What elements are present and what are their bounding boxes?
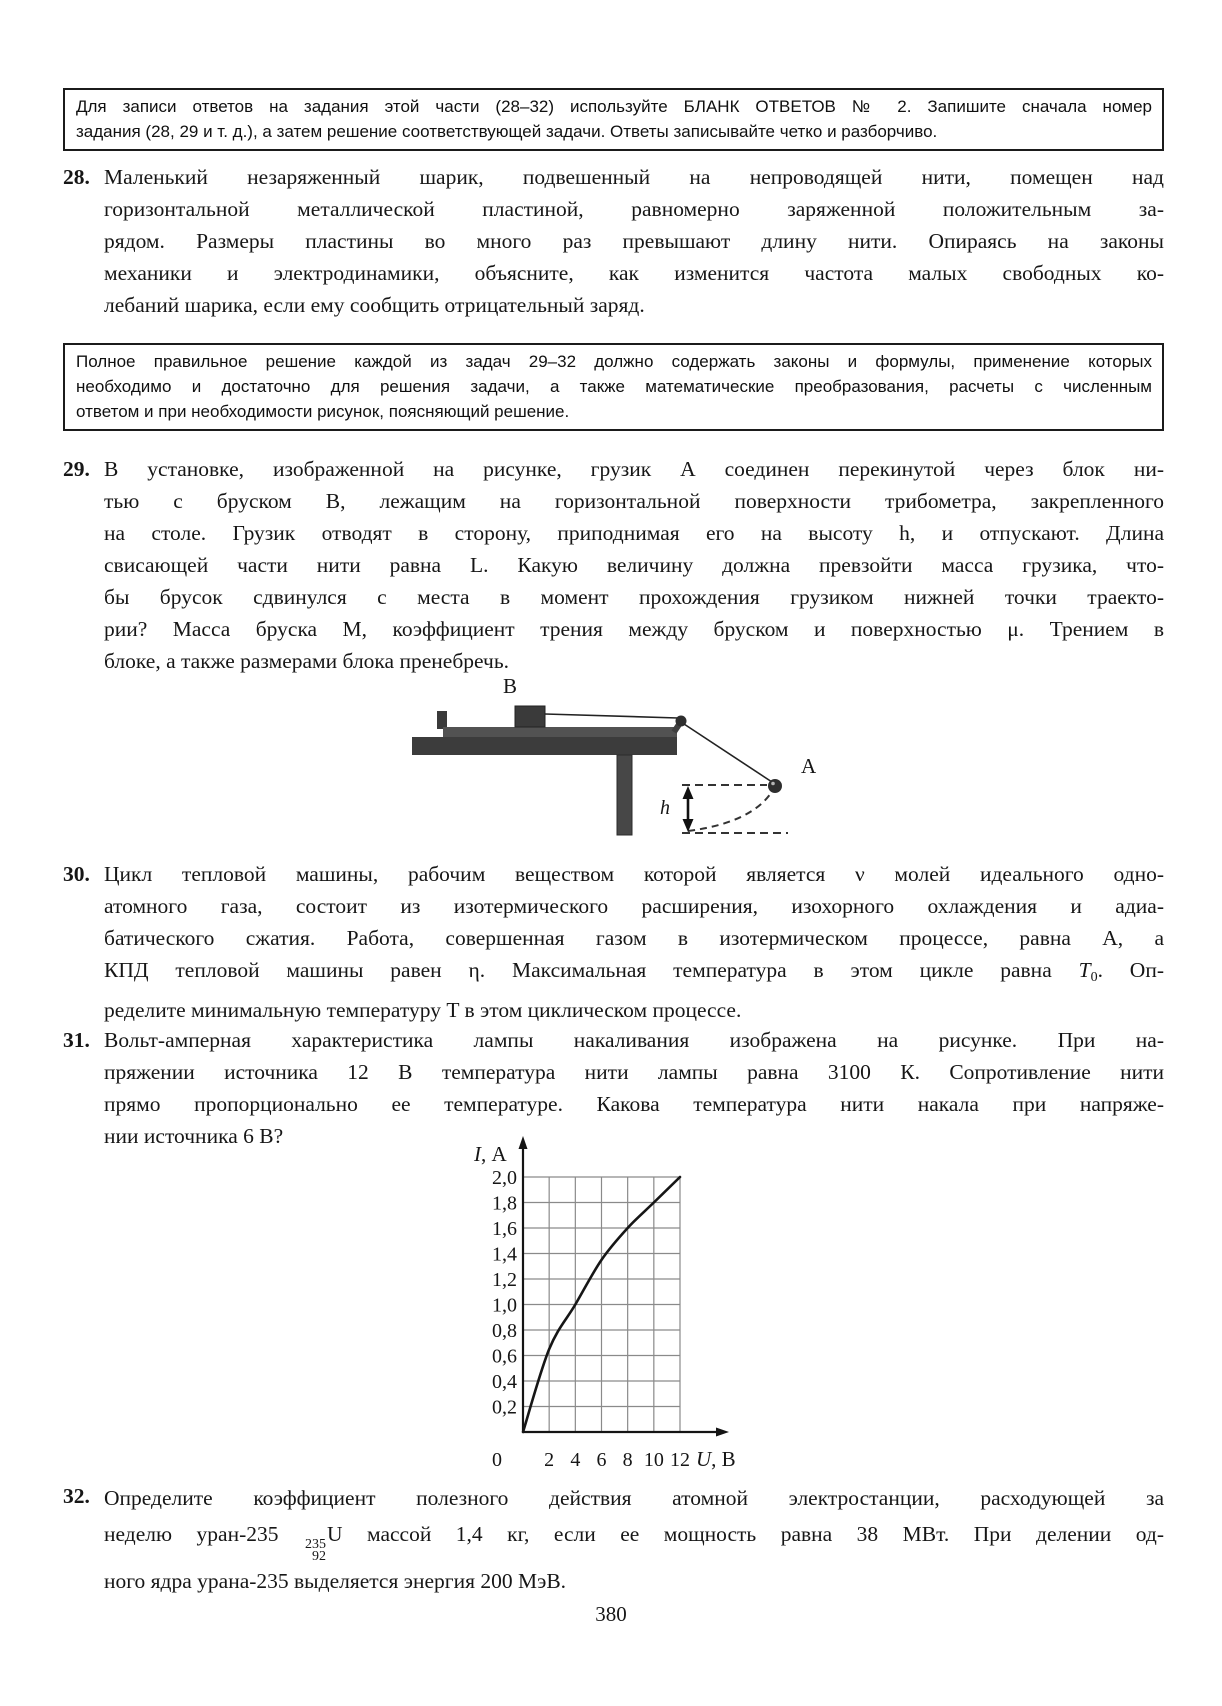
nuclide-mass-number: 235	[304, 1537, 326, 1552]
problem-number: 32.	[63, 1484, 90, 1508]
weight-a-label: A	[801, 754, 817, 778]
instruction-line: Для записи ответов на задания этой части (28–32) используйте БЛАНК ОТВЕТОВ № 2. Запишите сначала номер	[76, 97, 1152, 116]
problem-text-line: атомного газа, состоит из изотермического расширения, изохорного охлаждения и адиа-	[104, 894, 1164, 918]
tribometer-base	[412, 737, 677, 755]
instruction-line: Полное правильное решение каждой из задач 29–32 должно содержать законы и формулы, применение которых	[76, 352, 1152, 371]
x-tick-label: 4	[570, 1449, 581, 1471]
y-tick-label: 0,4	[492, 1371, 517, 1393]
arrow-up-icon	[683, 786, 694, 799]
weight-a	[768, 779, 782, 793]
x-tick-label: 2	[544, 1449, 555, 1471]
origin-label: 0	[492, 1449, 502, 1471]
variable-t: T	[1078, 958, 1091, 982]
problem-number: 29.	[63, 457, 90, 481]
problem-text-line: нии источника 6 В?	[104, 1124, 284, 1148]
problem-text-line: Определите коэффициент полезного действия атомной электростанции, расходующей за	[104, 1486, 1164, 1510]
nuclide-symbol: U	[326, 1522, 343, 1546]
y-tick-label: 1,8	[492, 1192, 517, 1215]
nuclide-charge-number: 92	[311, 1549, 326, 1564]
x-tick-label: 8	[622, 1449, 633, 1471]
y-axis-arrow-icon	[519, 1136, 528, 1149]
text-segment: . Оп-	[1097, 958, 1164, 982]
x-tick-label: 12	[669, 1449, 690, 1471]
problem-text-line: лебаний шарика, если ему сообщить отрицательный заряд.	[104, 293, 645, 317]
y-axis-label: I, А	[474, 1142, 507, 1166]
x-axis-arrow-icon	[716, 1428, 729, 1437]
problem-number: 30.	[63, 862, 90, 886]
iv-curve-chart	[450, 1130, 760, 1475]
problem-text-line: на столе. Грузик отводят в сторону, приподнимая его на высоту h, и отпускают. Длина	[104, 521, 1164, 545]
problem-text-line: батического сжатия. Работа, совершенная газом в изотермическом процессе, равна А, а	[104, 926, 1164, 950]
problem-30	[63, 858, 1164, 1026]
x-tick-label: 6	[596, 1449, 607, 1471]
table-leg	[617, 755, 632, 835]
instruction-line: необходимо и достаточно для решения задачи, а также математические преобразования, расчеты с численным	[76, 377, 1152, 396]
problem-text-line: Цикл тепловой машины, рабочим веществом которой является ν молей идеального одно-	[104, 862, 1164, 886]
instruction-line: задания (28, 29 и т. д.), а затем решение соответствующей задачи. Ответы записывайте четко и разборчиво.	[76, 122, 938, 141]
thread-horizontal	[545, 714, 678, 718]
problem-32	[63, 1480, 1164, 1599]
y-tick-label: 0,8	[492, 1320, 517, 1342]
problem-number: 28.	[63, 165, 90, 189]
y-tick-label: 1,0	[492, 1294, 517, 1317]
problem-text-line: блоке, а также размерами блока пренебречь.	[104, 649, 510, 673]
y-tick-label: 1,2	[492, 1269, 517, 1291]
problem-text-line: рии? Масса бруска M, коэффициент трения между бруском и поверхностью μ. Трением в	[104, 617, 1164, 641]
problem-text-line: свисающей части нити равна L. Какую величину должна превзойти масса грузика, что-	[104, 553, 1164, 577]
text-segment: массой 1,4 кг, если ее мощность равна 38 МВт. При делении од-	[342, 1522, 1164, 1546]
problem-29	[63, 453, 1164, 677]
tribometer-rail	[443, 727, 677, 737]
problem-text-line: ределите минимальную температуру T в этом циклическом процессе.	[104, 998, 742, 1022]
problem-text-line: бы брусок сдвинулся с места в момент прохождения грузиком нижней точки траекто-	[104, 585, 1164, 609]
page-number: 380	[595, 1602, 627, 1626]
text-segment: неделю уран-235	[104, 1522, 303, 1546]
tribometer-end-stop	[437, 711, 447, 729]
thread-diagonal	[684, 724, 772, 782]
y-tick-label: 2,0	[492, 1167, 517, 1189]
problem-text-line: механики и электродинамики, объясните, как изменится частота малых свободных ко-	[104, 261, 1164, 285]
text-segment: КПД тепловой машины равен η. Максимальная температура в этом цикле равна	[104, 958, 1079, 982]
x-tick-label: 10	[643, 1449, 664, 1471]
problem-text-line	[104, 1516, 1164, 1563]
uranium-nuclide-notation	[303, 1539, 327, 1563]
solution-requirements-box	[63, 343, 1164, 431]
problem-28	[63, 161, 1164, 321]
problem-text-line: прямо пропорционально ее температуре. Какова температура нити накала при напряже-	[104, 1092, 1164, 1116]
trajectory-arc	[688, 793, 771, 831]
problem-text-line: пряжении источника 12 В температура нити лампы равна 3100 К. Сопротивление нити	[104, 1060, 1164, 1084]
problem-text-line: В установке, изображенной на рисунке, грузик А соединен перекинутой через блок ни-	[104, 457, 1164, 481]
answer-sheet-instruction-box	[63, 88, 1164, 151]
problem-number: 31.	[63, 1028, 90, 1052]
block-b	[515, 706, 545, 727]
problem-text-line: Вольт-амперная характеристика лампы накаливания изображена на рисунке. При на-	[104, 1028, 1164, 1052]
instruction-line: ответом и при необходимости рисунок, поясняющий решение.	[76, 402, 570, 421]
y-tick-label: 1,6	[492, 1218, 517, 1240]
problem-text-line: горизонтальной металлической пластиной, равномерно заряженной положительным за-	[104, 197, 1164, 221]
problem-text-line	[104, 954, 1164, 994]
height-label: h	[660, 797, 670, 819]
y-tick-label: 1,4	[492, 1243, 517, 1266]
weight-a-highlight	[771, 782, 775, 786]
problem-text-line: Маленький незаряженный шарик, подвешенный на непроводящей нити, помещен над	[104, 165, 1164, 189]
problem-text-line: рядом. Размеры пластины во много раз превышают длину нити. Опираясь на законы	[104, 229, 1164, 253]
problem-text-line: ного ядра урана-235 выделяется энергия 200 МэВ.	[104, 1569, 567, 1593]
variable-t-subscript: 0	[1090, 970, 1098, 985]
y-tick-label: 0,6	[492, 1345, 517, 1368]
x-axis-label: U, В	[696, 1447, 736, 1471]
block-b-label: В	[503, 674, 518, 698]
problem-text-line: тью с бруском В, лежащим на горизонтальной поверхности трибометра, закрепленного	[104, 489, 1164, 513]
y-tick-label: 0,2	[492, 1396, 517, 1419]
tribometer-figure	[400, 660, 830, 845]
